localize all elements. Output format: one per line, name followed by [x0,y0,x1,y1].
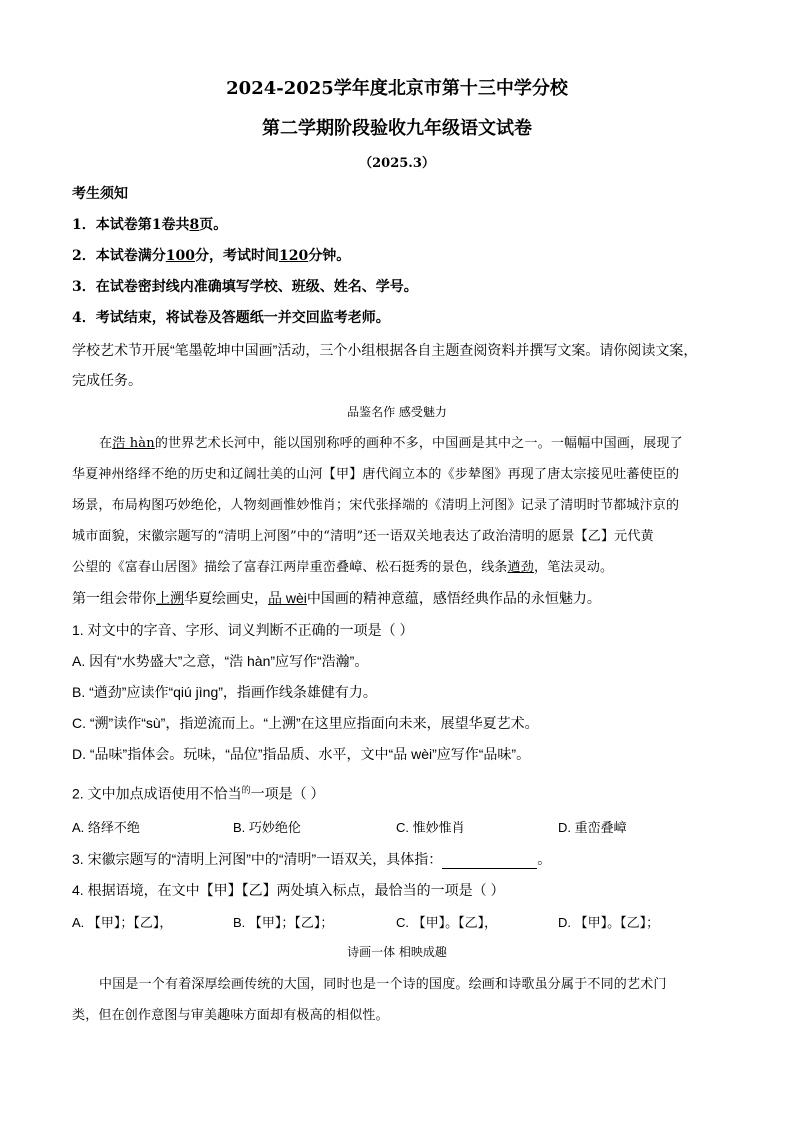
section1-line-1: 在浩 hàn的世界艺术长河中，能以国别称呼的画种不多，中国画是其中之一。一幅幅中国画，展现了 [99,436,683,451]
question-2-stem: 2. 文中加点成语使用不恰当$^的$一项是（ ） [72,785,325,802]
question-2-option-c: C. 惟妙惟肖 [396,820,465,835]
exam-title-line1: 2024-2025学年度北京市第十三中学分校 [226,78,568,99]
section1-line-2: 华夏神州络绎不绝的历史和辽阔壮美的山河【甲】唐代阎立本的《步辇图》再现了唐太宗接见吐蕃使臣的 [72,467,680,482]
section1-line-5: 公望的《富春山居图》描绘了富春江两岸重峦叠嶂、松石挺秀的景色，线条遒劲，笔法灵动。 [72,560,614,575]
section2-title: 诗画一体 相映成趣 [347,945,447,959]
question-1-option-a: A. 因有“水势盛大”之意，“浩 hàn”应写作“浩瀚”。 [72,653,369,669]
notice-item-4: 4．考试结束，将试卷及答题纸一并交回监考老师。 [72,310,390,326]
notice-item-1: 1．本试卷第1卷共8页。 [72,217,228,233]
intro-line-1: 学校艺术节开展“笔墨乾坤中国画”活动，三个小组根据各自主题查阅资料并撰写文案。请你阅读文案， [72,342,698,358]
exam-date: （2025.3） [359,156,435,171]
notice-item-2: 2．本试卷满分100分，考试时间120分钟。 [72,248,351,264]
question-4-stem: 4. 根据语境，在文中【甲】【乙】两处填入标点，最恰当的一项是（ ） [72,882,505,898]
question-2-option-a: A. 络绎不绝 [72,820,140,835]
section1-tail: 第一组会带你上溯华夏绘画史，品 wèi中国画的精神意蕴，感悟经典作品的永恒魅力。 [72,590,601,606]
question-3-stem: 3. 宋徽宗题写的“清明上河图”中的“清明”一语双关，具体指： 。 [72,851,552,867]
answer-blank[interactable] [442,854,537,869]
question-2-option-b: B. 巧妙绝伦 [233,820,301,835]
notice-item-3: 3．在试卷密封线内准确填写学校、班级、姓名、学号。 [72,279,418,295]
section1-line-4: 城市面貌，宋徽宗题写的“清明上河图”中的“清明”还一语双关地表达了政治清明的愿景【乙】元代黄 [72,529,654,544]
question-1-option-b: B. “遒劲”应读作“qiú jìng”，指画作线条雄健有力。 [72,684,377,700]
question-1-option-d: D. “品味”指体会。玩味，“品位”指品质、水平，文中“品 wèi”应写作“品味”。 [72,746,531,762]
question-4-option-a: A. 【甲】；【乙】， [72,915,173,930]
exam-title-line2: 第二学期阶段验收九年级语文试卷 [262,118,532,139]
question-4-option-c: C. 【甲】。【乙】， [396,915,498,930]
question-1-stem: 1. 对文中的字音、字形、词义判断不正确的一项是（ ） [72,622,414,638]
notice-heading: 考生须知 [72,186,128,202]
section1-line-3: 场景，布局构图巧妙绝伦，人物刻画惟妙惟肖；宋代张择端的《清明上河图》记录了清明时节都城汴京的 [72,498,680,513]
question-1-option-c: C. “溯”读作“sù”，指逆流而上。“上溯”在这里应指面向未来，展望华夏艺术。 [72,715,539,731]
intro-line-2: 完成任务。 [72,372,142,388]
question-4-option-b: B. 【甲】；【乙】； [233,915,334,930]
question-2-option-d: D. 重峦叠嶂 [558,820,627,835]
section2-line-1: 中国是一个有着深厚绘画传统的大国，同时也是一个诗的国度。绘画和诗歌虽分属于不同的艺术门 [99,977,667,992]
section2-line-2: 类，但在创作意图与审美趣味方面却有极高的相似性。 [72,1008,389,1023]
question-4-option-d: D. 【甲】。【乙】； [558,915,660,930]
section1-title: 品鉴名作 感受魅力 [347,405,447,419]
